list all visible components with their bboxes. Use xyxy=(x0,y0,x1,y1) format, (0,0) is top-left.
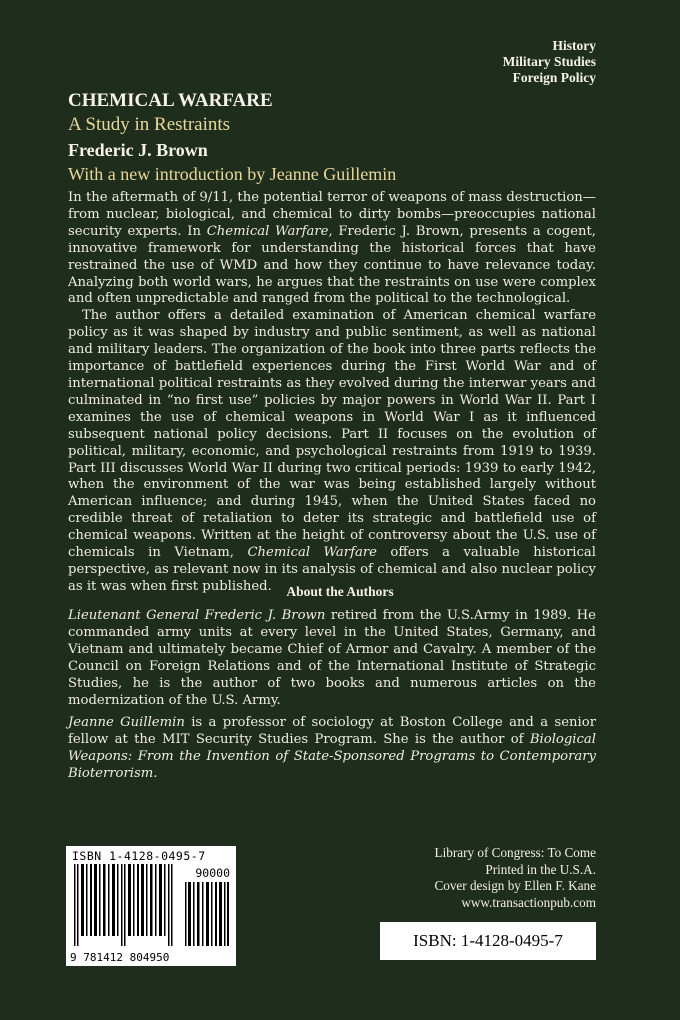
book-title: CHEMICAL WARFARE xyxy=(68,90,273,111)
barcode xyxy=(66,846,236,966)
category-history: History xyxy=(552,38,596,53)
publisher-info xyxy=(434,845,596,911)
printed-in: Printed in the U.S.A. xyxy=(485,861,596,877)
bio2-text: is a professor of sociology at Boston College and a senior fellow at the MIT Security Studies Program. She is the author of xyxy=(68,715,596,747)
bio2-name: Jeanne Guillemin xyxy=(68,715,185,730)
barcode-ean-digits: 9 781412 804950 xyxy=(70,951,170,964)
publisher-website: www.transactionpub.com xyxy=(461,894,596,910)
desc-p1-title-ref: Chemical Warfare xyxy=(206,223,329,239)
introduction-credit: With a new introduction by Jeanne Guillemin xyxy=(68,164,397,184)
bio2-book-title: Biological Weapons: From the Invention of State-Sponsored Programs to Contemporary Bioterrorism xyxy=(68,731,596,781)
description-paragraph-2 xyxy=(68,308,596,595)
desc-p2-title-ref: Chemical Warfare xyxy=(247,545,377,561)
description-paragraph-1 xyxy=(68,190,596,308)
barcode-addon-bars xyxy=(184,882,230,946)
category-foreign-policy: Foreign Policy xyxy=(512,70,596,85)
library-of-congress: Library of Congress: To Come xyxy=(434,845,596,860)
barcode-isbn-label: ISBN 1-4128-0495-7 xyxy=(72,849,206,863)
bio1-text: retired from the U.S.Army in 1989. He commanded army units at every level in the United States, Germany, and Vietnam and ultimately became Chief of Armor and Cavalry. A member of the Council on Foreign Relations and of the International Institute of Strategic Studies, he is the author of two books and numerous articles on the modernization of the U.S. Army. xyxy=(68,608,596,708)
bio2-end: . xyxy=(153,765,158,781)
isbn-box: ISBN: 1-4128-0495-7 xyxy=(380,922,596,960)
author-bio-brown xyxy=(68,608,596,709)
subject-categories xyxy=(503,38,596,86)
desc-p1-text-a: In the aftermath of 9/11, the potential terror of weapons of mass destruction—from nuclear, biological, and chemical to dirty bombs—preoccupies national security experts. In xyxy=(68,190,596,239)
bio1-name: Lieutenant General Frederic J. Brown xyxy=(68,608,326,623)
author-bio-guillemin xyxy=(68,715,596,783)
book-author: Frederic J. Brown xyxy=(68,140,208,160)
desc-p2-text-b: offers a valuable historical perspective, as relevant now in its analysis of chemical and also nuclear policy as it was when first published. xyxy=(68,545,596,594)
desc-p2-text-a: The author offers a detailed examination of American chemical warfare policy as it was shaped by industry and public sentiment, as well as national and military leaders. The organization of the book into three parts reflects the importance of battlefield experiences during the First World War and of international political restraints as they evolved during the interwar years and culminated in “no first use” policies by major powers in World War II. Part I examines the use of chemical weapons in World War I as it influenced subsequent national policy decisions. Part II focuses on the evolution of political, military, economic, and psychological restraints from 1919 to 1939. Part III discusses World War II during two critical periods: 1939 to early 1942, when the environment of the war was being established largely without American influence; and during 1945, when the United States faced no credible threat of retaliation to deter its strategic and battlefield use of chemical weapons. Written at the height of controversy about the U.S. use of chemicals in Vietnam, xyxy=(68,308,596,561)
cover-design-credit: Cover design by Ellen F. Kane xyxy=(434,878,596,893)
barcode-price-code: 90000 xyxy=(195,866,230,880)
barcode-ean-bars xyxy=(72,864,176,946)
book-subtitle: A Study in Restraints xyxy=(68,114,231,135)
about-authors-heading: About the Authors xyxy=(286,584,394,599)
desc-p1-text-b: , Frederic J. Brown, presents a cogent, innovative framework for understanding the historical forces that have restrained the use of WMD and how they continue to have relevance today. Analyzing both world wars, he argues that the restraints on use were complex and often unpredictable and ranged from the political to the technological. xyxy=(68,223,596,307)
category-military-studies: Military Studies xyxy=(502,54,596,69)
book-description xyxy=(68,190,596,596)
